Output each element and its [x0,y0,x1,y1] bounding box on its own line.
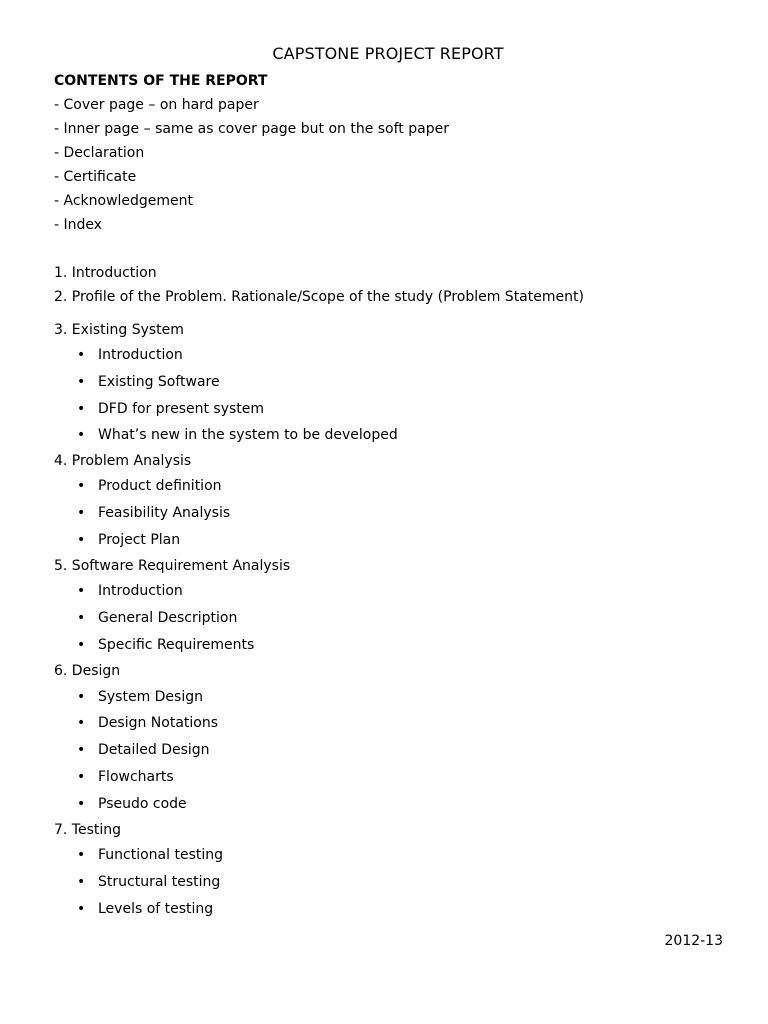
bullet-dot: • [77,532,86,548]
bullet-dot: • [77,715,86,731]
bullet-dot: • [77,583,86,599]
bullet-dot: • [77,347,86,363]
bullet-dot: • [77,901,86,917]
footer-year: 2012-13 [664,933,723,949]
bullet-dot: • [77,478,86,494]
bullet-item: Project Plan [98,532,181,548]
bullet-item: What’s new in the system to be developed [98,427,398,443]
bullet-dot: • [77,769,86,785]
bullet-item: Structural testing [98,874,221,890]
bullet-dot: • [77,505,86,521]
section-heading: 2. Profile of the Problem. Rationale/Scope of the study (Problem Statement) [54,289,584,305]
front-matter-item: - Index [54,217,103,233]
bullet-item: Existing Software [98,374,220,390]
section-heading: 1. Introduction [54,265,157,281]
bullet-item: Flowcharts [98,769,174,785]
bullet-item: System Design [98,689,203,705]
front-matter-item: - Declaration [54,145,145,161]
front-matter-item: - Acknowledgement [54,193,194,209]
section-heading: 7. Testing [54,822,122,838]
front-matter-item: - Inner page – same as cover page but on the soft paper [54,121,449,137]
bullet-item: Specific Requirements [98,637,255,653]
bullet-dot: • [77,610,86,626]
contents-heading: CONTENTS OF THE REPORT [54,73,268,89]
bullet-item: Pseudo code [98,796,187,812]
bullet-dot: • [77,427,86,443]
section-heading: 4. Problem Analysis [54,453,192,469]
bullet-dot: • [77,637,86,653]
page-title: CAPSTONE PROJECT REPORT [272,44,504,63]
section-heading: 6. Design [54,663,121,679]
bullet-dot: • [77,796,86,812]
bullet-item: Design Notations [98,715,219,731]
bullet-dot: • [77,847,86,863]
bullet-item: Introduction [98,347,183,363]
bullet-item: Introduction [98,583,183,599]
bullet-item: Functional testing [98,847,224,863]
bullet-dot: • [77,401,86,417]
bullet-dot: • [77,742,86,758]
front-matter-item: - Cover page – on hard paper [54,97,259,113]
bullet-item: Feasibility Analysis [98,505,231,521]
bullet-item: Product definition [98,478,222,494]
bullet-item: Levels of testing [98,901,214,917]
front-matter-item: - Certificate [54,169,137,185]
bullet-item: General Description [98,610,238,626]
bullet-dot: • [77,874,86,890]
bullet-item: DFD for present system [98,401,265,417]
bullet-dot: • [77,689,86,705]
bullet-dot: • [77,374,86,390]
bullet-item: Detailed Design [98,742,210,758]
section-heading: 3. Existing System [54,322,184,338]
section-heading: 5. Software Requirement Analysis [54,558,291,574]
